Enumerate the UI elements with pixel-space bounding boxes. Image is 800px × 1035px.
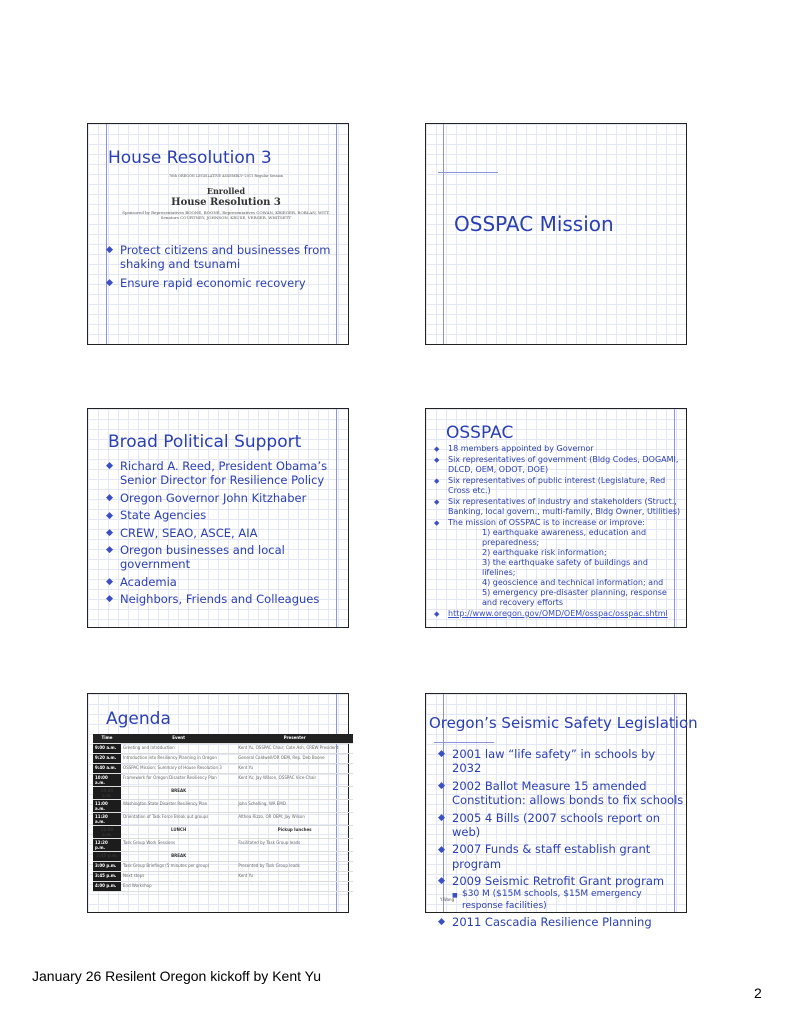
list-item: ◆ Neighbors, Friends and Colleagues	[106, 592, 346, 606]
list-item: ◆ 2001 law “life safety” in schools by 2032	[438, 747, 684, 776]
resolution-document-image	[106, 174, 346, 220]
header-cell: Presenter	[236, 734, 353, 744]
list-item: ◆ 2005 4 Bills (2007 schools report on web)	[438, 811, 684, 840]
presenter-cell	[236, 852, 353, 862]
presenter-cell	[236, 787, 353, 800]
event-cell: End Workshop	[121, 882, 236, 892]
event-cell: Task Group Briefings (5 minutes per group)	[121, 862, 236, 872]
doc-sponsor: Sponsored by Representatives BOONE, BOONE, Representatives COWAN, KRIEGER, ROBLAN, WITT, Senators COURTNEY, JOHNSON, KRUSE, VERGER, WHITSETT	[122, 210, 330, 220]
list-item: ◆ Six representatives of government (Bldg Codes, DOGAMI, DLCD, OEM, ODOT, DOE)	[434, 455, 682, 475]
event-cell: LUNCH	[121, 826, 236, 839]
agenda-body	[93, 744, 353, 892]
list-item: ◆ Protect citizens and businesses from shaking and tsunami	[106, 243, 338, 272]
event-cell: Washington State Disaster Resiliency Plan	[121, 800, 236, 813]
slide-house-resolution[interactable]	[87, 123, 349, 345]
list-item: ◆ 2009 Seismic Retrofit Grant program	[438, 874, 684, 888]
time-cell: 10:45 a.m.	[93, 787, 121, 800]
presenter-cell: Kent Yu, OSSPAC Chair; Cate Ash, CREW President	[236, 744, 353, 754]
list-item: ◆ Richard A. Reed, President Obama’s Senior Director for Resilience Policy	[106, 459, 346, 488]
table-row	[93, 826, 353, 839]
agenda-table	[93, 734, 353, 892]
slide-title: OSSPAC Mission	[454, 212, 614, 236]
event-cell: BREAK	[121, 787, 236, 800]
presenter-cell: Pickup lunches	[236, 826, 353, 839]
list-item: ◆ Oregon businesses and local government	[106, 543, 346, 572]
header-cell: Time	[93, 734, 121, 744]
list-item-link	[434, 609, 682, 619]
doc-enrolled: Enrolled	[206, 186, 246, 196]
event-cell: Framework for Oregon Disaster Resiliency Plan	[121, 774, 236, 787]
page-number: 2	[754, 985, 762, 1001]
agenda-table-container	[93, 734, 353, 892]
slide-title: House Resolution 3	[108, 148, 272, 168]
list-item: ◆ CREW, SEAO, ASCE, AIA	[106, 526, 346, 540]
sub-item: 5) emergency pre-disaster planning, response and recovery efforts	[482, 588, 667, 607]
presenter-cell: Althea Rizzo, OR OEM; Jay Wilson	[236, 813, 353, 826]
bullet-list	[106, 459, 346, 606]
time-cell: 4:00 p.m.	[93, 882, 121, 892]
slide-seismic-legislation[interactable]	[425, 693, 698, 929]
presenter-cell: General Caldwell/OR OEM, Rep. Deb Boone	[236, 754, 353, 764]
bullet-list	[434, 444, 682, 619]
presenter-cell: Presented by Task Group leads	[236, 862, 353, 872]
list-item: ◆ 2011 Cascadia Resilience Planning	[438, 915, 684, 929]
presenter-cell	[236, 882, 353, 892]
sub-item: 1) earthquake awareness, education and preparedness;	[482, 528, 647, 547]
slide-osspac-mission[interactable]	[425, 123, 687, 345]
table-row	[93, 800, 353, 813]
list-item: ◆ 2007 Funds & staff establish grant program	[438, 842, 684, 871]
time-cell: 9:20 a.m.	[93, 754, 121, 764]
time-cell: 10:00 a.m.	[93, 774, 121, 787]
author-tag: Y.Wang	[440, 897, 455, 902]
sub-item: 3) the earthquake safety of buildings and lifelines;	[482, 558, 648, 577]
sub-item: 4) geoscience and technical information; and	[482, 578, 664, 587]
table-row	[93, 882, 353, 892]
table-row	[93, 744, 353, 754]
list-item: ◆ The mission of OSSPAC is to increase or improve:	[434, 518, 682, 528]
table-row	[93, 839, 353, 852]
presenter-cell: Kent Yu	[236, 872, 353, 882]
slide-title: Oregon’s Seismic Safety Legislation	[429, 714, 698, 732]
table-header-row	[93, 734, 353, 744]
time-cell: 12:00 a.m.	[93, 826, 121, 839]
time-cell: 3:00 p.m.	[93, 862, 121, 872]
time-cell: 11:30 a.m.	[93, 813, 121, 826]
table-row	[93, 764, 353, 774]
table-row	[93, 862, 353, 872]
doc-title: House Resolution 3	[171, 197, 281, 208]
time-cell: 12:20 p.m.	[93, 839, 121, 852]
time-cell: 2:45 p.m.	[93, 852, 121, 862]
table-row	[93, 774, 353, 787]
slide-agenda[interactable]	[87, 693, 349, 913]
header-cell: Event	[121, 734, 236, 744]
list-item: ◆ Oregon Governor John Kitzhaber	[106, 491, 346, 505]
doc-header: 76th OREGON LEGISLATIVE ASSEMBLY--2011 Regular Session	[168, 174, 284, 178]
slide-broad-political-support[interactable]	[87, 408, 349, 628]
event-cell: BREAK	[121, 852, 236, 862]
slide-osspac[interactable]	[425, 408, 687, 628]
time-cell: 9:40 a.m.	[93, 764, 121, 774]
table-row	[93, 813, 353, 826]
bullet-list	[106, 243, 338, 290]
page-footer: January 26 Resilent Oregon kickoff by Kent Yu	[32, 968, 321, 984]
sub-item: 2) earthquake risk information;	[482, 548, 607, 557]
event-cell: Greeting and Introduction	[121, 744, 236, 754]
event-cell: Task Group Work Sessions	[121, 839, 236, 852]
table-row	[93, 872, 353, 882]
list-item: ◆ 18 members appointed by Governor	[434, 444, 682, 454]
time-cell: 9:00 a.m.	[93, 744, 121, 754]
event-cell: Next steps	[121, 872, 236, 882]
list-item: ◆ Six representatives of public interest (Legislature, Red Cross etc.)	[434, 476, 682, 496]
slide-title: Agenda	[106, 709, 171, 729]
table-row	[93, 754, 353, 764]
list-item: ◆ Six representatives of industry and stakeholders (Struct., Banking, local govern., multi-family, Bldg Owner, Utilities)	[434, 497, 682, 517]
list-item: ◆ 2002 Ballot Measure 15 amended Constitution: allows bonds to fix schools	[438, 779, 684, 808]
slide-title: Broad Political Support	[108, 432, 302, 452]
presenter-cell: Kent Yu; Jay Wilson, OSSPAC Vice-Chair	[236, 774, 353, 787]
presenter-cell: Kent Yu	[236, 764, 353, 774]
event-cell: Orientation of Task Force Break out groups	[121, 813, 236, 826]
time-cell: 11:00 a.m.	[93, 800, 121, 813]
table-row	[93, 787, 353, 800]
time-cell: 3:45 p.m.	[93, 872, 121, 882]
presenter-cell: Facilitated by Task Group leads	[236, 839, 353, 852]
bullet-list	[438, 747, 684, 929]
list-item: ◆ Ensure rapid economic recovery	[106, 276, 338, 290]
sub-bullet: ■ $30 M ($15M schools, $15M emergency response facilities)	[438, 889, 684, 912]
event-cell: Introduction into Resiliency Planning in Oregon	[121, 754, 236, 764]
osspac-website-link[interactable]: http://www.oregon.gov/OMD/OEM/osspac/osspac.shtml	[448, 609, 668, 618]
event-cell: OSSPAC Mission; Summary of House Resolution 3	[121, 764, 236, 774]
list-item: ◆ Academia	[106, 575, 346, 589]
list-item: ◆ State Agencies	[106, 508, 346, 522]
presenter-cell: John Schelling, WA EMD	[236, 800, 353, 813]
table-row	[93, 852, 353, 862]
slide-title: OSSPAC	[446, 423, 514, 443]
